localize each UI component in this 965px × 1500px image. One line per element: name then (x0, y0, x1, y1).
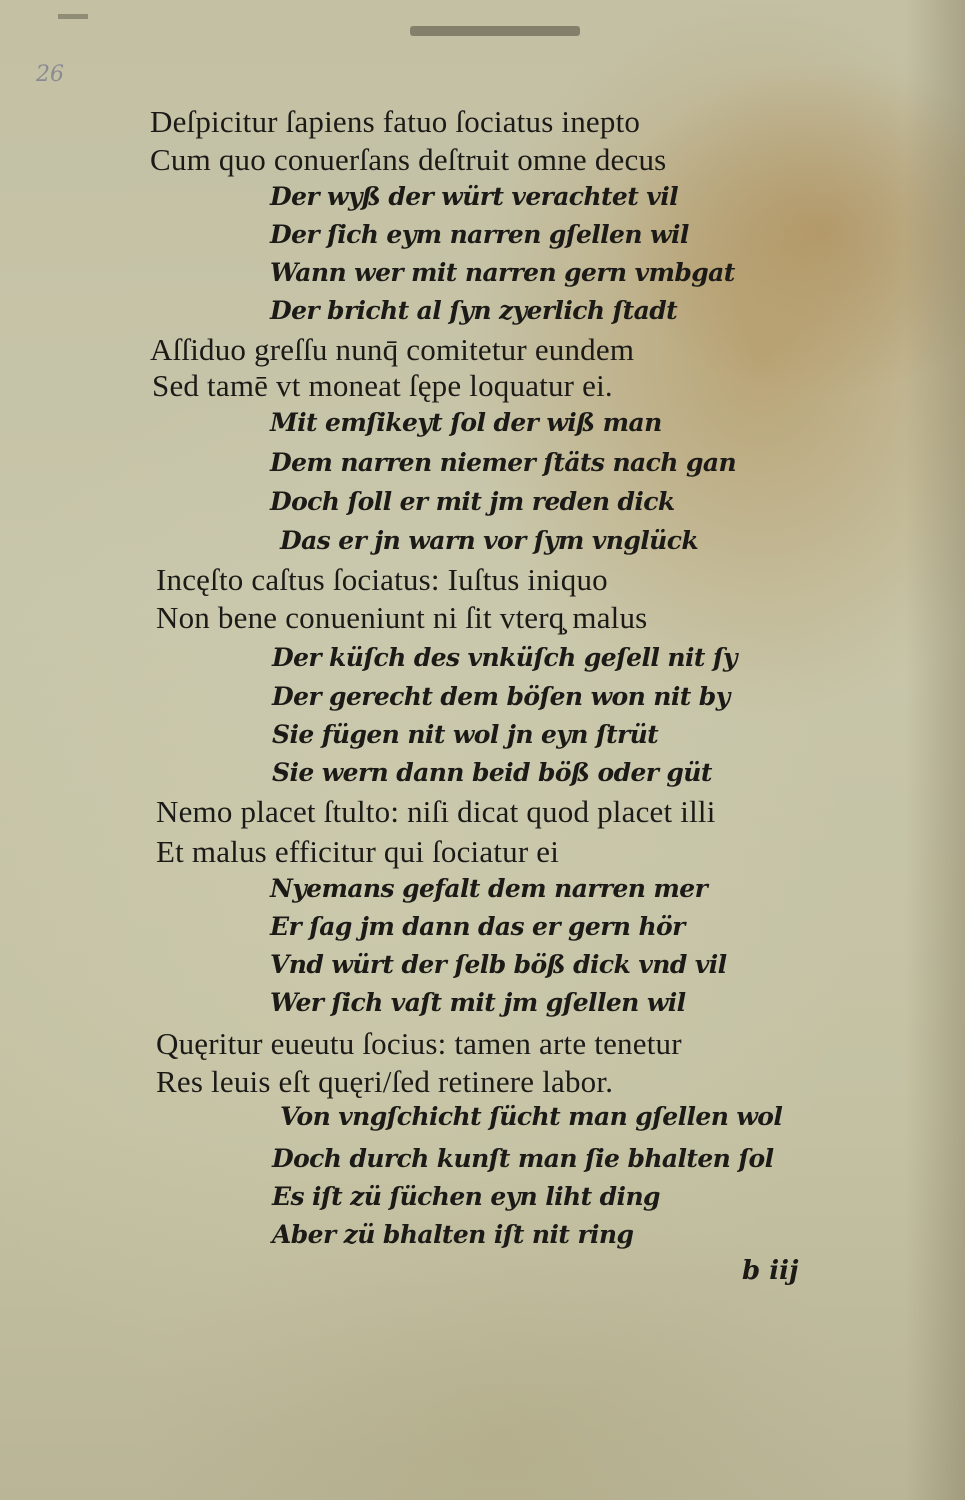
german-line: Wer ſich vaſt mit jm gſellen wil (270, 988, 686, 1017)
german-line: Dem narren niemer ſtäts nach gan (270, 448, 737, 477)
german-line: Von vngſchicht ſücht man gſellen wol (280, 1102, 783, 1131)
german-line: Vnd würt der ſelb böß dick vnd vil (270, 950, 727, 979)
latin-line: Deſpicitur ſapiens fatuo ſociatus inepto (150, 104, 641, 139)
german-line: Der küſch des vnküſch geſell nit ſy (272, 643, 737, 672)
german-line: Wann wer mit narren gern vmbgat (270, 258, 735, 287)
page-edge-shadow (905, 0, 965, 1500)
latin-line: Aſſiduo greſſu nunq̄ comitetur eundem (150, 332, 635, 367)
top-paper-mark (410, 26, 580, 36)
german-line: Der ſich eym narren gſellen wil (270, 220, 689, 249)
latin-line: Sed tamē vt moneat ſępe loquatur ei. (152, 368, 613, 403)
german-line: Der wyß der würt verachtet vil (270, 182, 679, 211)
german-line: Der gerecht dem böſen won nit by (272, 682, 730, 711)
latin-line: Cum quo conuerſans deſtruit omne decus (150, 142, 667, 177)
german-line: Sie wern dann beid böß oder güt (272, 758, 712, 787)
latin-line: Quęritur eueutu ſocius: tamen arte tenetur (156, 1026, 682, 1061)
german-line: Das er jn warn vor ſym vnglück (280, 526, 699, 555)
latin-line: Incęſto caſtus ſociatus: Iuſtus iniquo (156, 562, 608, 597)
latin-line: Nemo placet ſtulto: niſi dicat quod placet illi (156, 794, 716, 829)
german-line: Mit emſikeyt ſol der wiß man (270, 408, 662, 437)
german-line: Er ſag jm dann das er gern hör (270, 912, 685, 941)
signature-mark: b iij (742, 1256, 799, 1286)
german-line: Aber zü bhalten iſt nit ring (272, 1220, 634, 1249)
latin-line: Res leuis eſt quęri/ſed retinere labor. (156, 1064, 614, 1099)
german-line: Doch ſoll er mit jm reden dick (270, 487, 675, 516)
latin-line: Et malus efficitur qui ſociatur ei (156, 834, 560, 869)
top-left-paper-mark (58, 14, 88, 19)
german-line: Doch durch kunſt man ſie bhalten ſol (272, 1144, 774, 1173)
german-line: Es iſt zü ſüchen eyn liht ding (272, 1182, 660, 1211)
german-line: Der bricht al ſyn zyerlich ſtadt (270, 296, 678, 325)
german-line: Sie fügen nit wol jn eyn ſtrüt (272, 720, 659, 749)
german-line: Nyemans gefalt dem narren mer (270, 874, 708, 903)
folio-number: 26 (36, 62, 64, 87)
latin-line: Non bene conueniunt ni ſit vterq̧ malus (156, 600, 648, 635)
